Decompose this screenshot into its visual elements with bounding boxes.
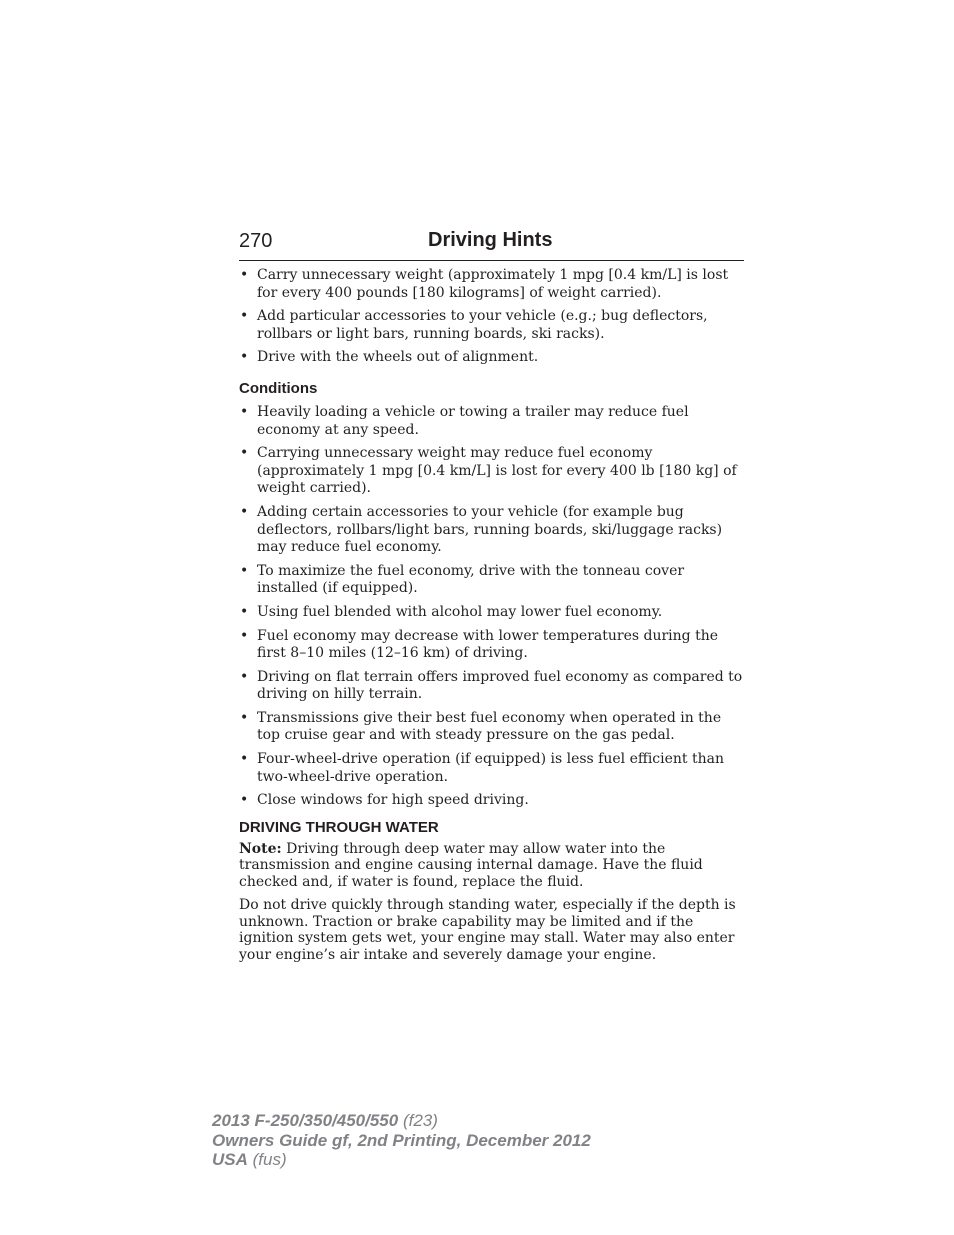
footer-line-edition: Owners Guide gf, 2nd Printing, December 2012 (212, 1130, 591, 1150)
page-content (239, 267, 745, 970)
driving-through-water-heading: DRIVING THROUGH WATER (239, 818, 439, 836)
list-item: • Four-wheel-drive operation (if equipped) is less fuel efficient than two-wheel-drive operation. (239, 751, 745, 786)
footer-market: USA (212, 1150, 248, 1169)
list-item: • Driving on flat terrain offers improved fuel economy as compared to driving on hilly terrain. (239, 669, 745, 704)
note-paragraph (239, 841, 745, 891)
footer-market-code: (fus) (247, 1150, 287, 1169)
list-item: • Using fuel blended with alcohol may lower fuel economy. (239, 604, 745, 622)
conditions-bullet-list (239, 404, 745, 810)
page-number: 270 (239, 230, 273, 252)
note-label: Note: (239, 840, 282, 857)
footer-line-model (212, 1111, 591, 1131)
footer-model: 2013 F-250/350/450/550 (212, 1111, 399, 1130)
list-item: • To maximize the fuel economy, drive with the tonneau cover installed (if equipped). (239, 563, 745, 598)
section-title: Driving Hints (428, 229, 553, 251)
list-item: • Add particular accessories to your vehicle (e.g.; bug deflectors, rollbars or light bars, running boards, ski racks). (239, 308, 745, 343)
list-item: • Adding certain accessories to your vehicle (for example bug deflectors, rollbars/light bars, running boards, ski/luggage racks) may reduce fuel economy. (239, 504, 745, 557)
footer-line-market (212, 1150, 591, 1170)
list-item: • Drive with the wheels out of alignment. (239, 349, 745, 367)
list-item: • Carrying unnecessary weight may reduce fuel economy (approximately 1 mpg [0.4 km/L] is lost for every 400 lb [180 kg] of weight carried). (239, 445, 745, 498)
list-item: • Heavily loading a vehicle or towing a trailer may reduce fuel economy at any speed. (239, 404, 745, 439)
list-item: • Fuel economy may decrease with lower temperatures during the first 8–10 miles (12–16 km) of driving. (239, 628, 745, 663)
fuel-economy-bullet-list (239, 267, 745, 367)
footer-model-code: (f23) (398, 1111, 438, 1130)
conditions-heading: Conditions (239, 379, 318, 397)
water-warning-paragraph: Do not drive quickly through standing water, especially if the depth is unknown. Traction or brake capability may be limited and if the ignition system gets wet, your engine may stall. Water may also enter your engine’s air intake and severely damage your engine. (239, 897, 736, 963)
page-header (239, 228, 744, 261)
list-item: • Carry unnecessary weight (approximately 1 mpg [0.4 km/L] is lost for every 400 pounds [180 kilograms] of weight carried). (239, 267, 745, 302)
list-item: • Close windows for high speed driving. (239, 792, 745, 810)
note-text: Driving through deep water may allow water into the transmission and engine causing internal damage. Have the fluid checked and, if water is found, replace the fluid. (239, 840, 703, 890)
document-footer (212, 1111, 591, 1170)
list-item: • Transmissions give their best fuel economy when operated in the top cruise gear and with steady pressure on the gas pedal. (239, 710, 745, 745)
